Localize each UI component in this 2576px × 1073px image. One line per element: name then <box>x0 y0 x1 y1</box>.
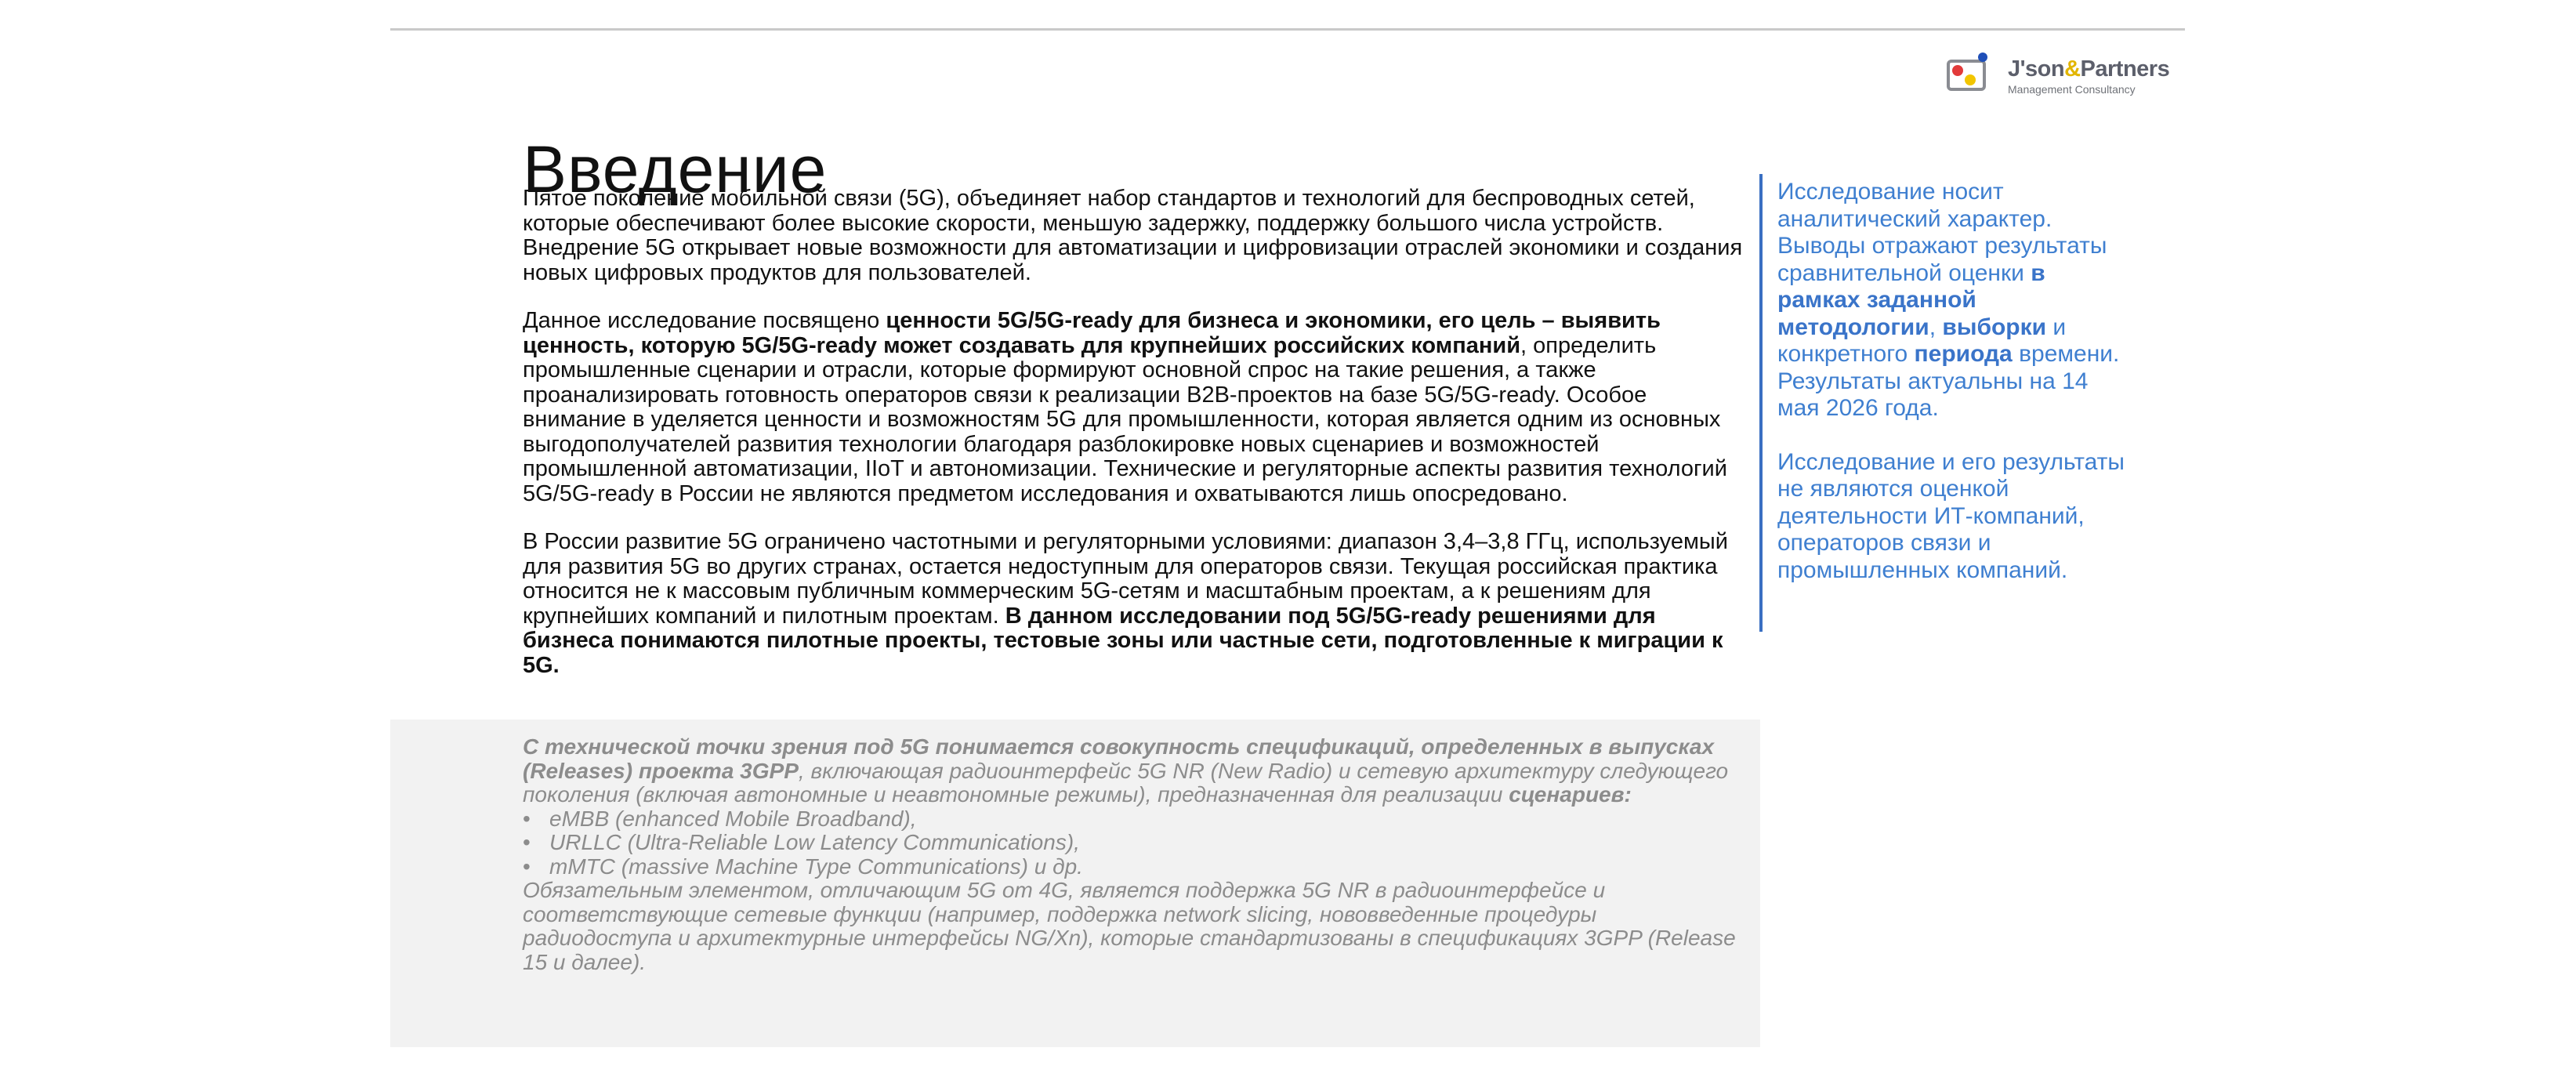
technical-note-box <box>390 720 1760 1047</box>
side-disclaimer <box>1777 179 2130 611</box>
logo-tagline: Management Consultancy <box>2008 83 2136 96</box>
note-outro: Обязательным элементом, отличающим 5G от 4G, является поддержка 5G NR в радиоинтерфейсе и соответствующие сетевые функции (например, поддержка network slicing, нововведенные процедуры радиодоступа и архитектурные интерфейсы NG/Xn), которые стандартизованы в спецификациях 3GPP (Release 15 и далее). <box>523 878 1736 974</box>
list-item: • mMTC (massive Machine Type Communications) и др. <box>523 855 1745 879</box>
list-item: • eMBB (enhanced Mobile Broadband), <box>523 807 1745 832</box>
note-intro: С технической точки зрения под 5G понимается совокупность спецификаций, определенных в выпусках (Releases) проекта 3GPP, включающая радиоинтерфейс 5G NR (New Radio) и сетевую архитектуру следующего поколения (включая автономные и неавтономные режимы), предназначенная для реализации сценариев: <box>523 734 1729 807</box>
paragraph-study-purpose: Данное исследование посвящено ценности 5G/5G-ready для бизнеса и экономики, его цель – выявить ценность, которую 5G/5G-ready может создавать для крупнейших российских компаний, определить промышленные сценарии и отрасли, которые формируют основной спрос на такие решения, а также проанализировать готовность операторов связи к реализации B2B-проектов на базе 5G/5G-ready. Особое внимание в уделяется ценности и возможностям 5G для промышленности, которая является одним из основных выгодополучателей развития технологии благодаря разблокировке новых сценариев и возможностей промышленной автоматизации, IIoT и автономизации. Технические и регуляторные аспекты развития технологий 5G/5G-ready в России не являются предметом исследования и охватываются лишь опосредовано. <box>523 308 1727 506</box>
logo-brand-name: J'son&Partners <box>2008 56 2170 82</box>
page-title: Введение <box>523 132 828 207</box>
technical-note-text <box>523 735 1745 974</box>
logo-mark-icon <box>1947 52 1995 92</box>
paragraph-5g-overview: Пятое поколение мобильной связи (5G), объединяет набор стандартов и технологий для беспроводных сетей, которые обеспечивают более высокие скорости, меньшую задержку, поддержку большого числа устройств. Внедрение 5G открывает новые возможности для автоматизации и цифровизации отраслей экономики и создания новых цифровых продуктов для пользователей. <box>523 186 1743 285</box>
disclaimer-not-assessment: Исследование и его результаты не являются оценкой деятельности ИТ-компаний, операторов связи и промышленных компаний. <box>1777 448 2125 583</box>
main-text <box>523 187 1745 701</box>
top-divider <box>390 28 2185 31</box>
scenario-list <box>523 807 1745 879</box>
company-logo <box>1942 38 2177 103</box>
list-item: • URLLC (Ultra-Reliable Low Latency Communications), <box>523 831 1745 855</box>
disclaimer-analytical: Исследование носит аналитический характер. Выводы отражают результаты сравнительной оценки в рамках заданной методологии, выборки и конкретного периода времени. Результаты актуальны на 14 мая 2026 года. <box>1777 179 2120 421</box>
paragraph-russia-context: В России развитие 5G ограничено частотными и регуляторными условиями: диапазон 3,4–3,8 ГГц, используемый для развития 5G во других странах, остается недоступным для операторов связи. Текущая российская практика относится не к массовым публичным коммерческим 5G-сетям и масштабным проектам, а к решениям для крупнейших компаний и пилотным проектам. В данном исследовании под 5G/5G-ready решениями для бизнеса понимаются пилотные проекты, тестовые зоны или частные сети, подготовленные к миграции к 5G. <box>523 529 1728 678</box>
sidebar-accent-line <box>1759 174 1763 632</box>
